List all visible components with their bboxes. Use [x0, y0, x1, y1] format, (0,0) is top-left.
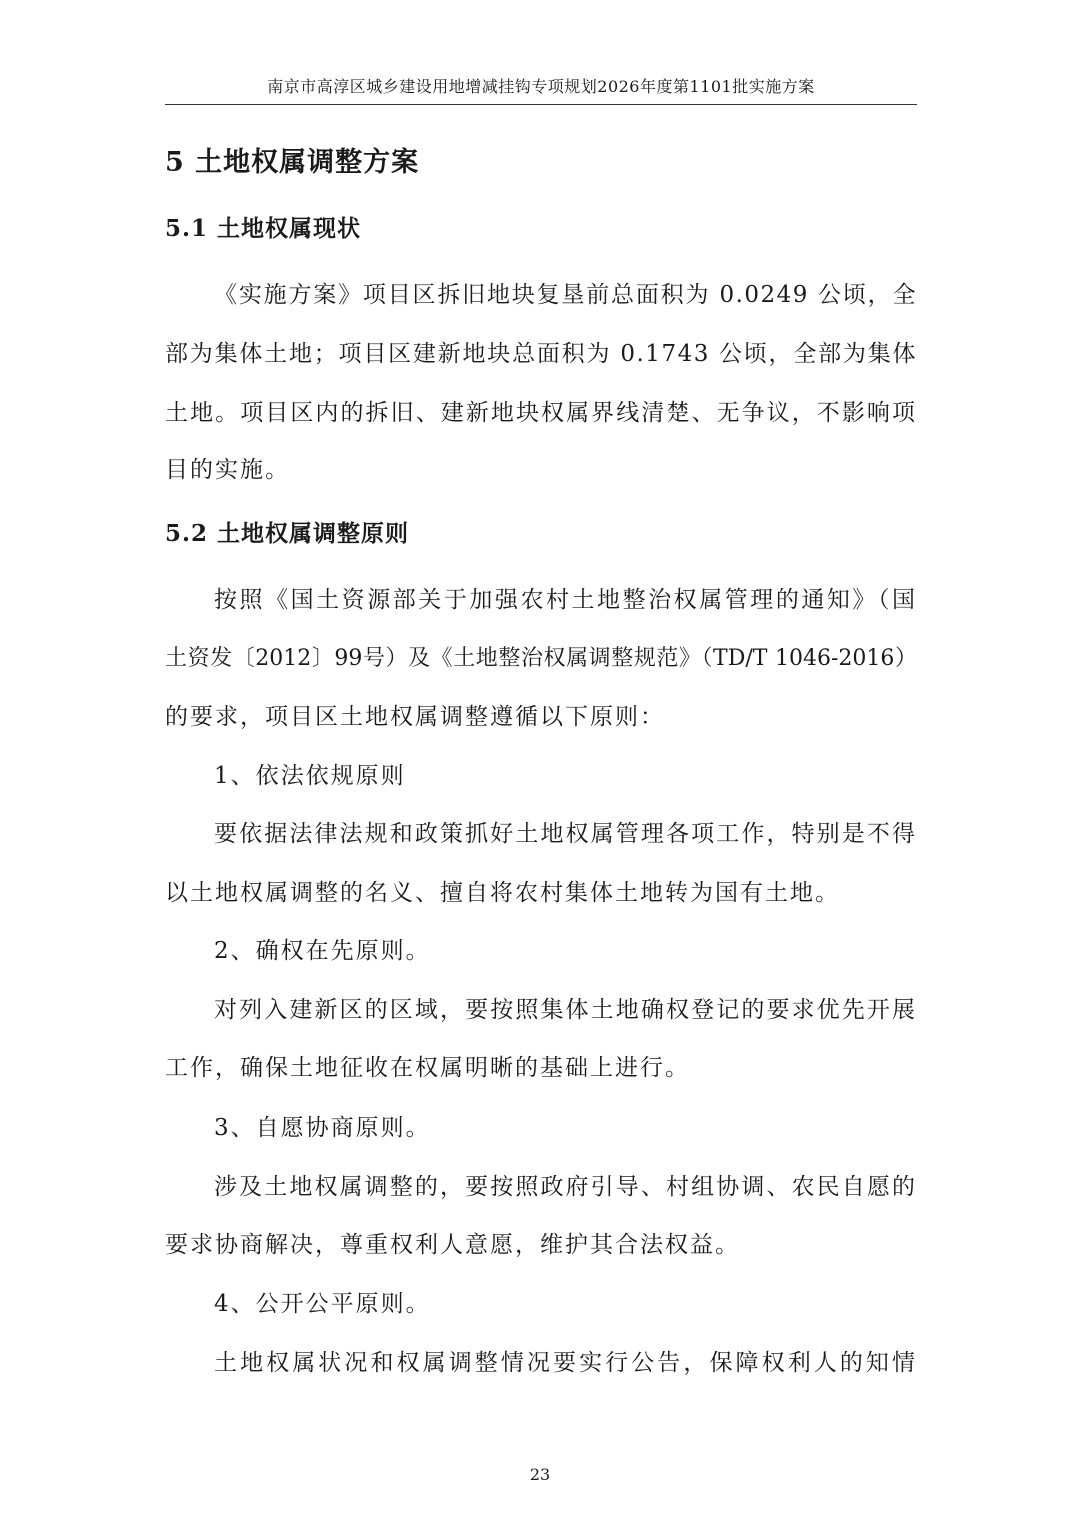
header-divider: [165, 104, 917, 105]
paragraph-line: 《实施方案》项目区拆旧地块复垦前总面积为 0.0249 公顷，全: [214, 282, 917, 308]
paragraph-line: 目的实施。: [165, 457, 290, 483]
principle-heading: 4、公开公平原则。: [214, 1291, 431, 1317]
paragraph-line: 要依据法律法规和政策抓好土地权属管理各项工作，特别是不得: [214, 821, 917, 847]
paragraph-line: 按照《国土资源部关于加强农村土地整治权属管理的通知》（国: [214, 587, 917, 613]
section-title: 5 土地权属调整方案: [165, 147, 420, 178]
principle-heading: 2、确权在先原则。: [214, 938, 431, 964]
paragraph-line: 土地权属状况和权属调整情况要实行公告，保障权利人的知情: [214, 1350, 917, 1376]
paragraph-line: 涉及土地权属调整的，要按照政府引导、村组协调、农民自愿的: [214, 1174, 917, 1200]
paragraph-line: 工作，确保土地征收在权属明晰的基础上进行。: [165, 1055, 690, 1081]
subsection-title-5-1: 5.1 土地权属现状: [165, 215, 362, 242]
paragraph-line: 土资发〔2012〕99号）及《土地整治权属调整规范》（TD/T 1046-2016）: [165, 646, 917, 671]
paragraph-line: 对列入建新区的区域，要按照集体土地确权登记的要求优先开展: [214, 997, 917, 1023]
paragraph-line: 要求协商解决，尊重权利人意愿，维护其合法权益。: [165, 1232, 740, 1258]
page-number: 23: [529, 1465, 551, 1484]
running-header: 南京市高淳区城乡建设用地增减挂钩专项规划2026年度第1101批实施方案: [267, 77, 815, 96]
subsection-title-5-2: 5.2 土地权属调整原则: [165, 520, 410, 547]
paragraph-line: 部为集体土地；项目区建新地块总面积为 0.1743 公顷，全部为集体: [165, 341, 917, 367]
principle-heading: 1、依法依规原则: [214, 763, 406, 789]
paragraph-line: 的要求，项目区土地权属调整遵循以下原则：: [165, 704, 665, 730]
paragraph-line: 以土地权属调整的名义、擅自将农村集体土地转为国有土地。: [165, 880, 840, 906]
paragraph-line: 土地。项目区内的拆旧、建新地块权属界线清楚、无争议，不影响项: [165, 400, 917, 426]
principle-heading: 3、自愿协商原则。: [214, 1115, 431, 1141]
